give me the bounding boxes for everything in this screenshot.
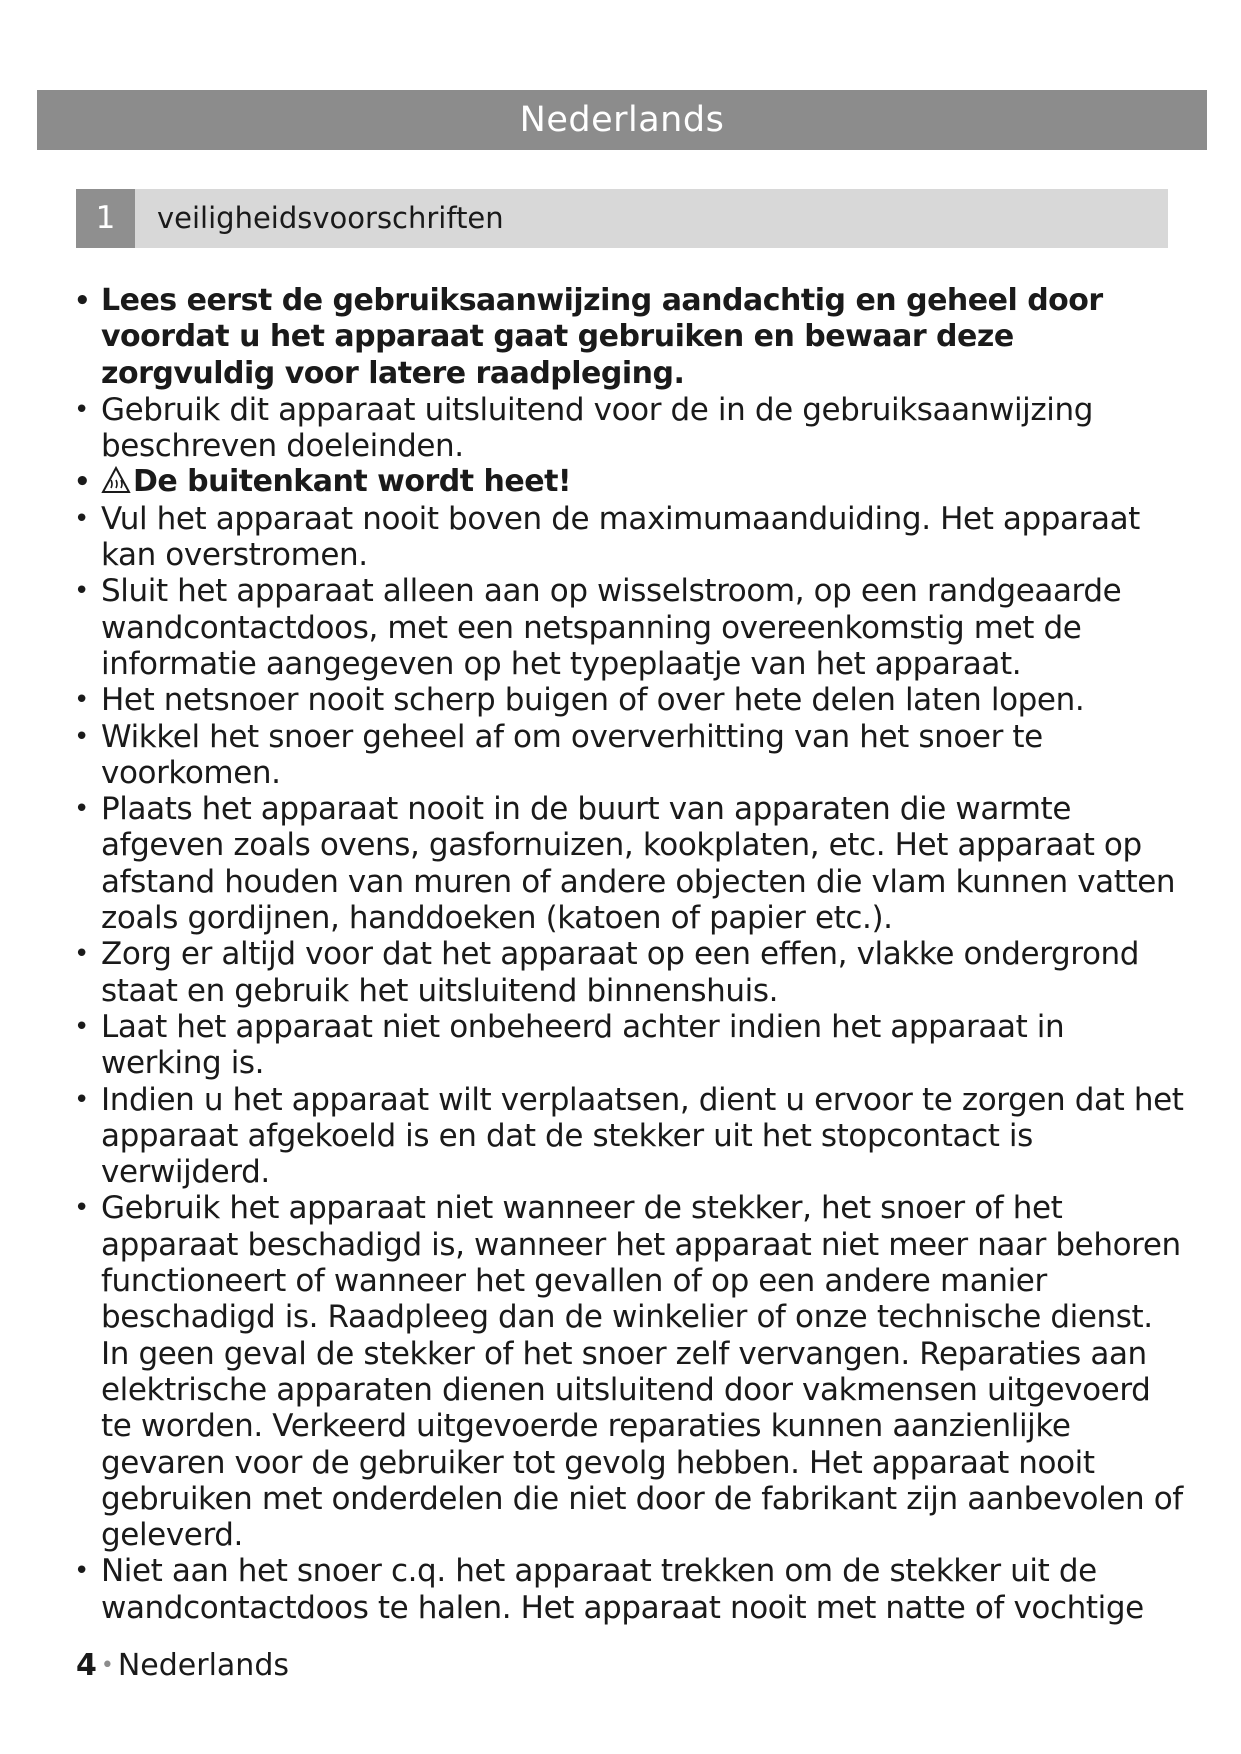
bullet: • [74,794,89,825]
list-item [74,464,1184,500]
bullet: • [74,1011,89,1042]
rule-text: Zorg er altijd voor dat het apparaat op een effen, vlakke ondergrond staat en gebruik het uitsluitend binnenshuis. [101,936,1140,1009]
rule-text: Indien u het apparaat wilt verplaatsen, dient u ervoor te zorgen dat het apparaat afgekoeld is en dat de stekker uit het stopcontact is verwijderd. [101,1081,1184,1191]
bullet: • [74,685,89,716]
list-item [74,791,1184,936]
list-item [74,719,1184,792]
page-number: 4 [76,1648,97,1683]
list-item [74,936,1184,1009]
section-title: veiligheidsvoorschriften [157,201,504,235]
bullet: • [74,576,89,607]
section-header [76,189,1168,248]
bullet: • [74,1556,89,1587]
rule-text: Lees eerst de gebruiksaanwijzing aandachtig en geheel door voordat u het apparaat gaat gebruiken en bewaar deze zorgvuldig voor latere raadpleging. [101,283,1103,391]
rule-text: Plaats het apparaat nooit in de buurt van apparaten die warmte afgeven zoals ovens, gasfornuizen, kookplaten, etc. Het apparaat op afstand houden van muren of andere objecten die vlam kunnen vatten zoals gordijnen, handdoeken (katoen of papier etc.). [101,791,1176,937]
bullet: • [74,1193,89,1224]
rule-text: Wikkel het snoer geheel af om oververhitting van het snoer te voorkomen. [101,718,1043,791]
list-item [74,501,1184,574]
list-item [74,1009,1184,1082]
bullet: • [74,286,91,316]
list-item [74,1082,1184,1191]
bullet: • [74,939,89,970]
rule-text: Gebruik het apparaat niet wanneer de stekker, het snoer of het apparaat beschadigd is, wanneer het apparaat niet meer naar behoren functioneert of wanneer het gevallen of op een andere manier beschadigd is. Raadpleeg dan de winkelier of onze technische dienst. In geen geval de stekker of het snoer zelf vervangen. Reparaties aan elektrische apparaten dienen uitsluitend door vakmensen uitgevoerd te worden. Verkeerd uitgevoerde reparaties kunnen aanzienlijke gevaren voor de gebruiker tot gevolg hebben. Het apparaat nooit gebruiken met onderdelen die niet door de fabrikant zijn aanbevolen of geleverd. [101,1190,1183,1554]
bullet: • [74,721,89,752]
list-item [74,283,1184,392]
page-footer [76,1648,289,1683]
list-item [74,573,1184,682]
rule-text: Sluit het apparaat alleen aan op wisselstroom, op een randgeaarde wandcontactdoos, met een netspanning overeenkomstig met de informatie aangegeven op het typeplaatje van het apparaat. [101,573,1122,682]
rule-text: Niet aan het snoer c.q. het apparaat trekken om de stekker uit de wandcontactdoos te halen. Het apparaat nooit met natte of vochtige [101,1553,1144,1626]
footer-language: Nederlands [117,1648,289,1683]
footer-separator: • [100,1653,114,1678]
safety-rules-list [74,283,1184,1626]
bullet: • [74,467,91,498]
list-item [74,392,1184,465]
bullet: • [74,394,89,425]
list-item [74,1190,1184,1553]
list-item [74,1553,1184,1626]
bullet: • [74,1084,89,1115]
language-banner: Nederlands [37,90,1207,150]
hot-surface-warning-icon [101,466,131,494]
rule-text: Laat het apparaat niet onbeheerd achter indien het apparaat in werking is. [101,1008,1065,1082]
rule-text: Vul het apparaat nooit boven de maximumaanduiding. Het apparaat kan overstromen. [101,500,1140,574]
section-number: 1 [76,189,135,248]
rule-text: Gebruik dit apparaat uitsluitend voor de in de gebruiksaanwijzing beschreven doeleinden. [101,391,1093,465]
rule-text: Het netsnoer nooit scherp buigen of over hete delen laten lopen. [101,682,1085,719]
list-item [74,682,1184,718]
rule-text: De buitenkant wordt heet! [132,464,572,500]
bullet: • [74,503,89,534]
